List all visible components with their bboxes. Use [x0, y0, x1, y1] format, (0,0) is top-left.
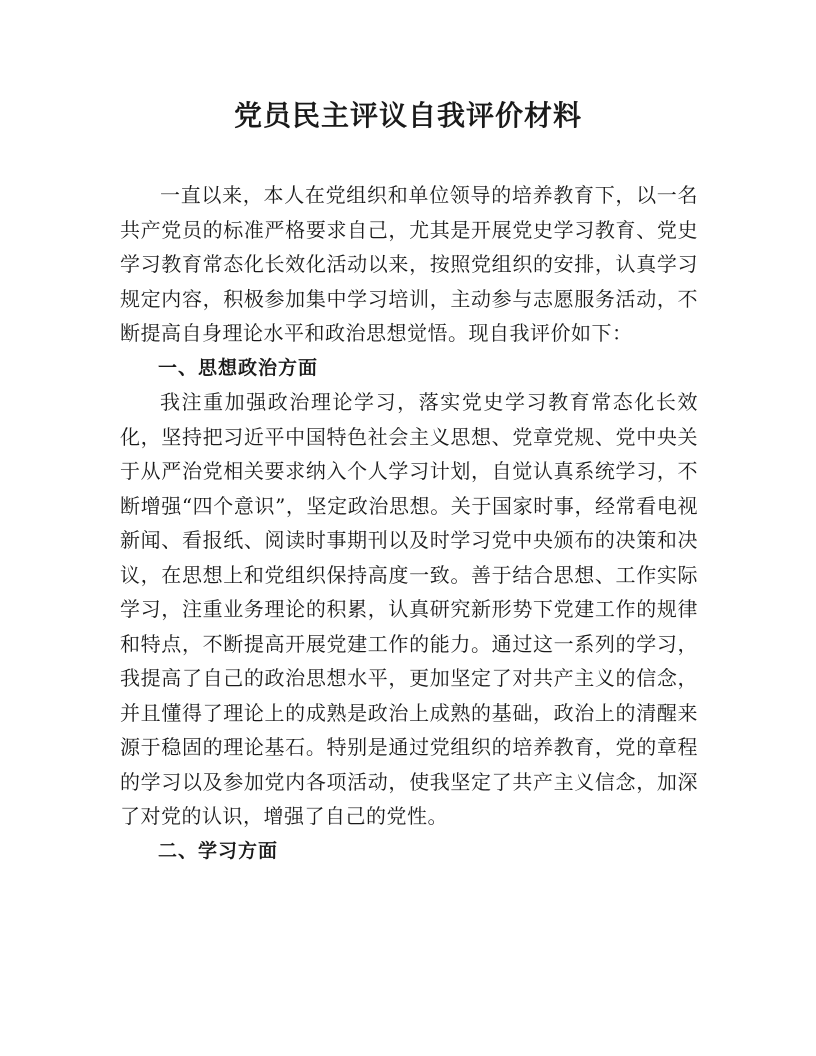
- intro-paragraph: 一直以来，本人在党组织和单位领导的培养教育下，以一名共产党员的标准严格要求自己，尤其是开展党史学习教育、党史学习教育常态化长效化活动以来，按照党组织的安排，认真学习规定内容，积极参加集中学习培训，主动参与志愿服务活动，不断提高自身理论水平和政治思想觉悟。现自我评价如下：: [120, 183, 698, 345]
- section-heading-study: 二、学习方面: [158, 839, 279, 862]
- section-heading-ideology: 一、思想政治方面: [158, 356, 319, 379]
- document-body: [120, 178, 698, 868]
- section-body-ideology: 我注重加强政治理论学习，落实党史学习教育常态化长效化，坚持把习近平中国特色社会主义思想、党章党规、党中央关于从严治党相关要求纳入个人学习计划，自觉认真系统学习，不断增强“四个意识”，坚定政治思想。关于国家时事，经常看电视新闻、看报纸、阅读时事期刊以及时学习党中央颁布的决策和决议，在思想上和党组织保持高度一致。善于结合思想、工作实际学习，注重业务理论的积累，认真研究新形势下党建工作的规律和特点，不断提高开展党建工作的能力。通过这一系列的学习，我提高了自己的政治思想水平，更加坚定了对共产主义的信念，并且懂得了理论上的成熟是政治上成熟的基础，政治上的清醒来源于稳固的理论基石。特别是通过党组织的培养教育，党的章程的学习以及参加党内各项活动，使我坚定了共产主义信念，加深了对党的认识，增强了自己的党性。: [120, 390, 698, 828]
- document-title: 党员民主评议自我评价材料: [233, 99, 582, 132]
